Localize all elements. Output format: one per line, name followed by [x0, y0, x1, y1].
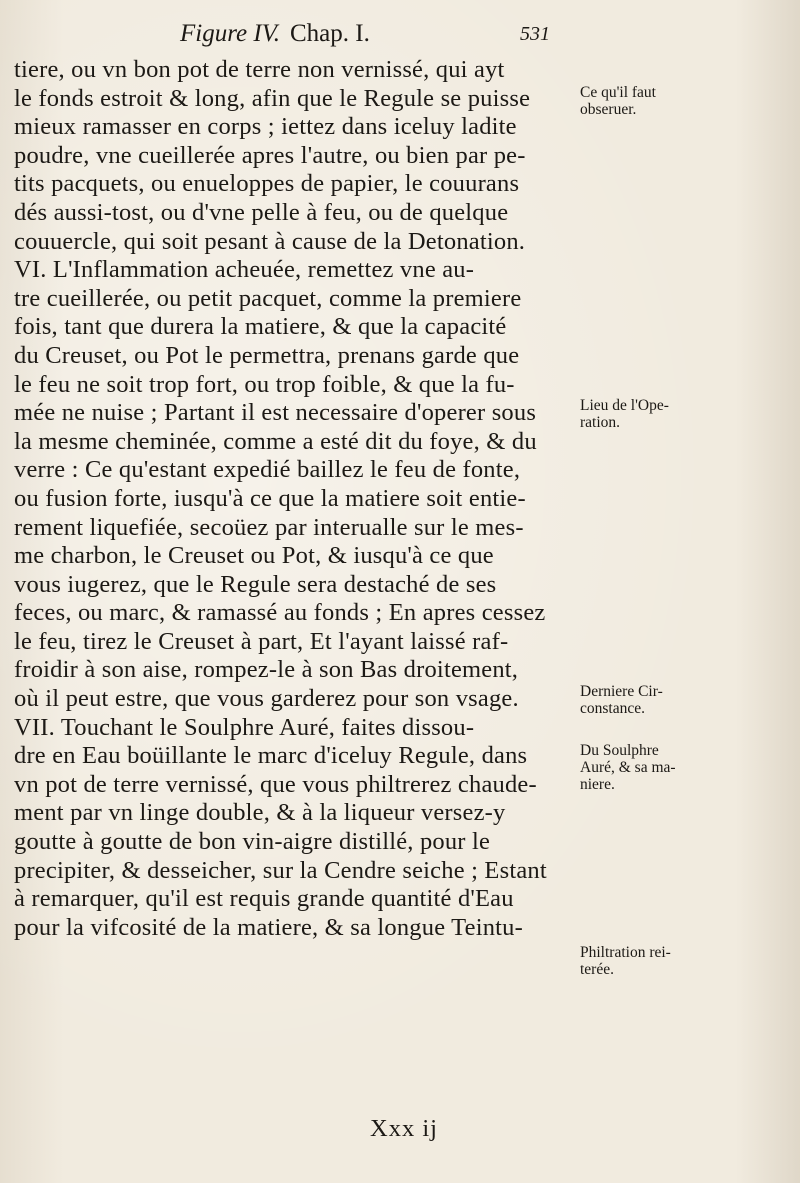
body-text: [14, 56, 574, 942]
text-line: vn pot de terre vernissé, que vous philtrerez chaude-: [14, 770, 537, 798]
text-line: froidir à son aise, rompez-le à son Bas droitement,: [14, 656, 519, 684]
text-line: où il peut estre, que vous garderez pour son vsage.: [14, 685, 519, 713]
margin-note: Ce qu'il faut obseruer.: [580, 84, 656, 118]
text-line: dre en Eau boüillante le marc d'iceluy Regule, dans: [14, 742, 528, 770]
signature-mark: Xxx ij: [370, 1115, 438, 1142]
margin-note: Du Soulphre Auré, & sa ma- niere.: [580, 742, 676, 793]
text-line: rement liquefiée, secoüez par interualle sur le mes-: [14, 513, 524, 541]
text-line: mieux ramasser en corps ; iettez dans iceluy ladite: [14, 113, 517, 141]
text-line: ment par vn linge double, & à la liqueur versez-y: [14, 799, 506, 827]
text-line: verre : Ce qu'estant expedié baillez le feu de fonte,: [14, 456, 521, 484]
text-line: le feu, tirez le Creuset à part, Et l'ayant laissé raf-: [14, 627, 509, 655]
text-line: VII. Touchant le Soulphre Auré, faites dissou-: [14, 713, 475, 741]
text-line: la mesme cheminée, comme a esté dit du foye, & du: [14, 427, 537, 455]
margin-note: Philtration rei- terée.: [580, 944, 671, 978]
text-line: me charbon, le Creuset ou Pot, & iusqu'à ce que: [14, 542, 494, 570]
chapter-label: Chap. I.: [290, 20, 370, 47]
text-line: vous iugerez, que le Regule sera destaché de ses: [14, 570, 497, 598]
text-line: le feu ne soit trop fort, ou trop foible, & que la fu-: [14, 370, 515, 398]
text-line: mée ne nuise ; Partant il est necessaire d'operer sous: [14, 399, 537, 427]
text-line: precipiter, & desseicher, sur la Cendre seiche ; Estant: [14, 856, 547, 884]
page-number: 531: [520, 23, 550, 45]
text-line: ou fusion forte, iusqu'à ce que la matiere soit entie-: [14, 484, 526, 512]
text-line: le fonds estroit & long, afin que le Regule se puisse: [14, 84, 531, 112]
text-line: VI. L'Inflammation acheuée, remettez vne au-: [14, 256, 475, 284]
text-line: tiere, ou vn bon pot de terre non vernissé, qui ayt: [14, 56, 505, 83]
margin-note: Lieu de l'Ope- ration.: [580, 397, 669, 431]
figure-reference: Figure IV.: [180, 20, 280, 47]
text-line: poudre, vne cueillerée apres l'autre, ou bien par pe-: [14, 141, 526, 169]
text-line: pour la vifcosité de la matiere, & sa longue Teintu-: [14, 913, 523, 941]
margin-note: Derniere Cir- constance.: [580, 683, 663, 717]
text-line: feces, ou marc, & ramassé au fonds ; En apres cessez: [14, 599, 546, 627]
text-line: couuercle, qui soit pesant à cause de la Detonation.: [14, 227, 526, 255]
text-line: fois, tant que durera la matiere, & que la capacité: [14, 313, 507, 341]
text-line: goutte à goutte de bon vin-aigre distillé, pour le: [14, 828, 491, 856]
text-line: à remarquer, qu'il est requis grande quantité d'Eau: [14, 885, 514, 913]
text-line: tits pacquets, ou enueloppes de papier, le couurans: [14, 170, 520, 198]
text-line: dés aussi-tost, ou d'vne pelle à feu, ou de quelque: [14, 198, 509, 226]
text-line: tre cueillerée, ou petit pacquet, comme la premiere: [14, 284, 522, 312]
running-head: [180, 20, 580, 60]
text-line: du Creuset, ou Pot le permettra, prenans garde que: [14, 341, 520, 369]
